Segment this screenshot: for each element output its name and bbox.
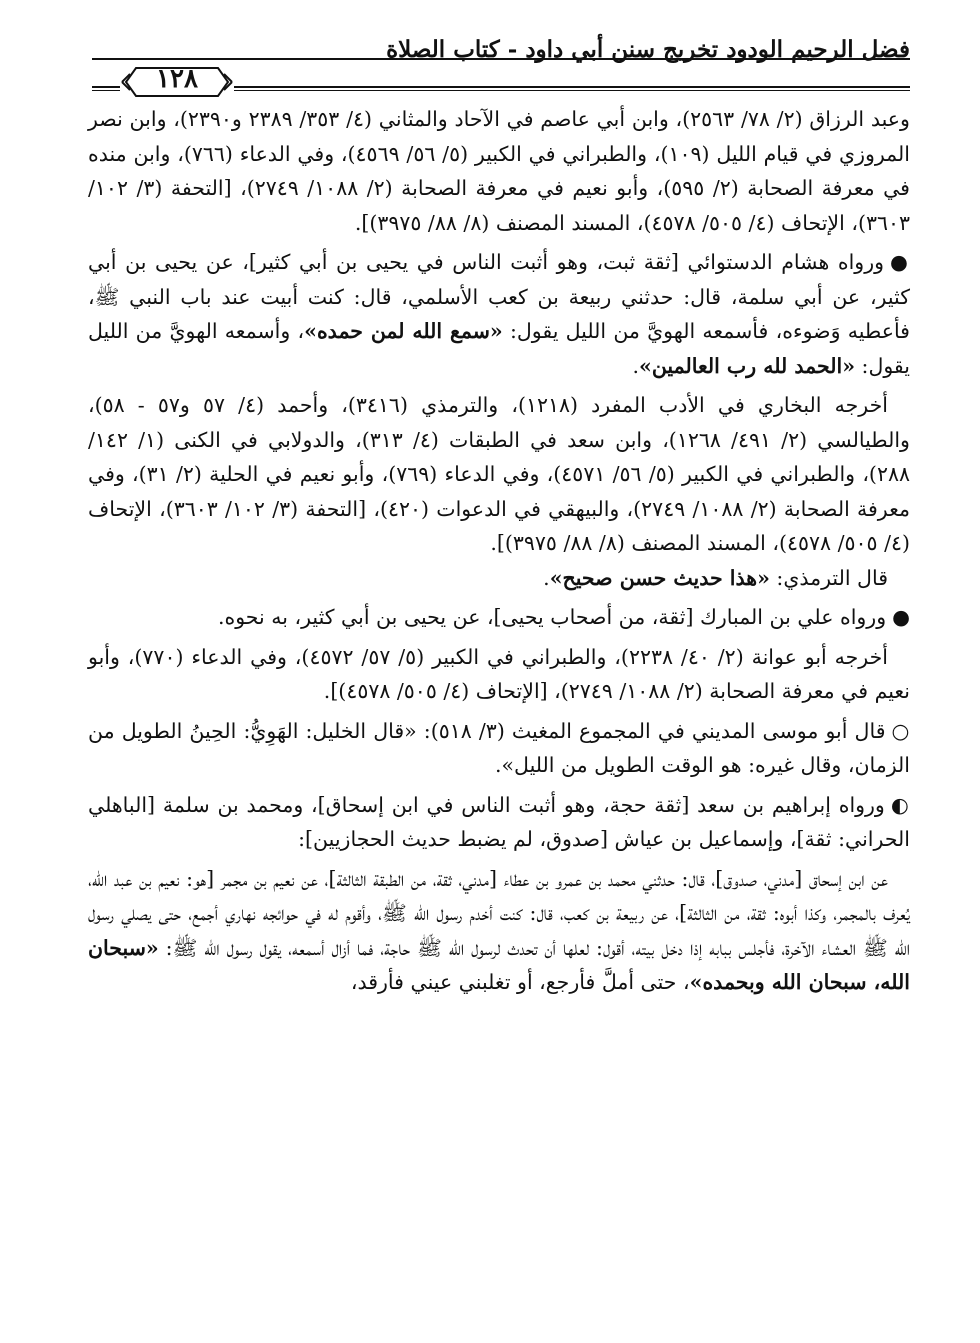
- running-title: فضل الرحيم الودود تخريج سنن أبي داود - كتاب الصلاة: [386, 36, 910, 63]
- paragraph-takhrij-2: [88, 388, 910, 561]
- page-number-ornament: [120, 62, 234, 102]
- paragraph-madini-note: [88, 714, 910, 783]
- paragraph-text: ورواه علي بن المبارك [ثقة، من أصحاب يحيى]، عن يحيى بن أبي كثير، به نحوه.: [217, 605, 887, 629]
- page-header: [92, 14, 910, 100]
- paragraph-text: قال الترمذي:: [769, 565, 888, 590]
- paragraph-takhrij-3: [88, 640, 910, 709]
- paragraph-text: ، وأسمعه الهويَّ من الليل يقول:: [88, 319, 910, 378]
- page-number: ١٢٨: [156, 64, 198, 94]
- paragraph-hisham-narration: [88, 245, 910, 383]
- dhikr-quote: «سبحان الله، سبحان الله وبحمده»: [88, 935, 910, 994]
- paragraph-text: وعبد الرزاق (٢/ ٧٨/ ٢٥٦٣)، وابن أبي عاصم في الآحاد والمثاني (٤/ ٣٥٣/ ٢٣٨٩ و٢٣٩٠)، وابن نصر المروزي في قيام الليل (١٠٩)، والطبراني في الكبير (٥/ ٥٦/ ٤٥٦٩)، وفي الدعاء (٧٦٦)، وابن منده في معرفة الصحابة (٢/ ٥٩٥)، وأبو نعيم في معرفة الصحابة (٢/ ١٠٨٨/ ٢٧٤٩)، [التحفة (٣/ ١٠٢/ ٣٦٠٣)، الإتحاف (٤/ ٥٠٥/ ٤٥٧٨)، المسند المصنف (٨/ ٨٨/ ٣٩٧٥)].: [88, 107, 910, 235]
- paragraph-tirmidhi-ruling: [88, 561, 910, 596]
- paragraph-text: أخرجه أبو عوانة (٢/ ٤٠/ ٢٢٣٨)، والطبراني في الكبير (٥/ ٥٧/ ٤٥٧٢)، وفي الدعاء (٧٧٠)، وأبو نعيم في معرفة الصحابة (٢/ ١٠٨٨/ ٢٧٤٩)، [الإتحاف (٤/ ٥٠٥/ ٤٥٧٨)].: [88, 644, 910, 703]
- paragraph-ibn-ishaq-chain: [88, 862, 910, 1000]
- bullet-filled-icon: ●: [890, 250, 910, 274]
- paragraph-takhrij-1: [88, 102, 910, 240]
- page-body: [88, 102, 910, 1000]
- paragraph-text: .: [632, 353, 639, 378]
- header-rule-top: [92, 58, 910, 60]
- paragraph-ibrahim-narration: [88, 788, 910, 857]
- bullet-half-icon: ◐: [890, 792, 911, 817]
- bullet-hollow-icon: ○: [891, 718, 910, 743]
- paragraph-text: أخرجه البخاري في الأدب المفرد (١٢١٨)، والترمذي (٣٤١٦)، وأحمد (٤/ ٥٧ و٥٧ - ٥٨)، والطيالسي (٢/ ٤٩١/ ١٢٦٨)، وابن سعد في الطبقات (٤/ ٣١٣)، والدولابي في الكنى (١/ ١٤٢/ ٢٨٨)، والطبراني في الكبير (٥/ ٥٦/ ٤٥٧١)، وفي الدعاء (٧٦٩)، وأبو نعيم في الحلية (٢/ ٣١)، وفي معرفة الصحابة (٢/ ١٠٨٨/ ٢٧٤٩)، والبيهقي في الدعوات (٤٢٠)، [التحفة (٣/ ١٠٢/ ٣٦٠٣)، الإتحاف (٤/ ٥٠٥/ ٤٥٧٨)، المسند المصنف (٨/ ٨٨/ ٣٩٧٥)].: [88, 393, 910, 555]
- bullet-filled-icon: ●: [892, 605, 910, 629]
- hadith-quote: «الحمد لله رب العالمين»: [639, 353, 856, 378]
- paragraph-text: .: [543, 565, 550, 590]
- hadith-quote: «سمع الله لمن حمده»: [304, 319, 503, 343]
- paragraph-text: قال أبو موسى المديني في المجموع المغيث (٣/ ٥١٨): «قال الخليل: الهَوِيُّ: الحِينُ الطويل من الزمان، وقال غيره: هو الوقت الطويل من الليل».: [88, 718, 910, 777]
- paragraph-text: ورواه هشام الدستوائي [ثقة ثبت، وهو أثبت الناس في يحيى بن أبي كثير]، عن يحيى بن أبي كثير، عن أبي سلمة، قال: حدثني ربيعة بن كعب الأسلمي، قال: كنت أبيت عند باب النبي ﷺ، فأعطيه وَضوءه، فأسمعه الهويَّ من الليل يقول:: [88, 250, 910, 343]
- paragraph-text: ، حتى أملَّ فأرجع، أو تغلبني عيني فأرقد،: [350, 970, 690, 994]
- paragraph-ali-narration: [88, 600, 910, 635]
- paragraph-text: عن ابن إسحاق [مدني، صدوق]، قال: حدثني محمد بن عمرو بن عطاء [مدني، ثقة، من الطبقة الثالثة]، عن نعيم بن مجمر [هو: نعيم بن عبد الله، يُعرف بالمجمر، وكذا أبوه: ثقة، من الثالثة]، عن ربيعة بن كعب، قال: كنت أخدم رسول الله ﷺ، وأقوم له في حوائجه نهاري أجمع، حتى يصلي رسول الله ﷺ العشاء الآخرة، فأجلس ببابه إذا دخل بيته، أقول: لعلها أن تحدث لرسول الله ﷺ حاجة، فما أزال أسمعه، يقول رسول الله ﷺ:: [88, 866, 910, 960]
- paragraph-text: ورواه إبراهيم بن سعد [ثقة حجة، وهو أثبت الناس في ابن إسحاق]، ومحمد بن سلمة [الباهلي الحراني: ثقة]، وإسماعيل بن عياش [صدوق، لم يضبط حديث الحجازيين]:: [88, 792, 910, 851]
- ruling-quote: «هذا حديث حسن صحيح»: [549, 565, 770, 590]
